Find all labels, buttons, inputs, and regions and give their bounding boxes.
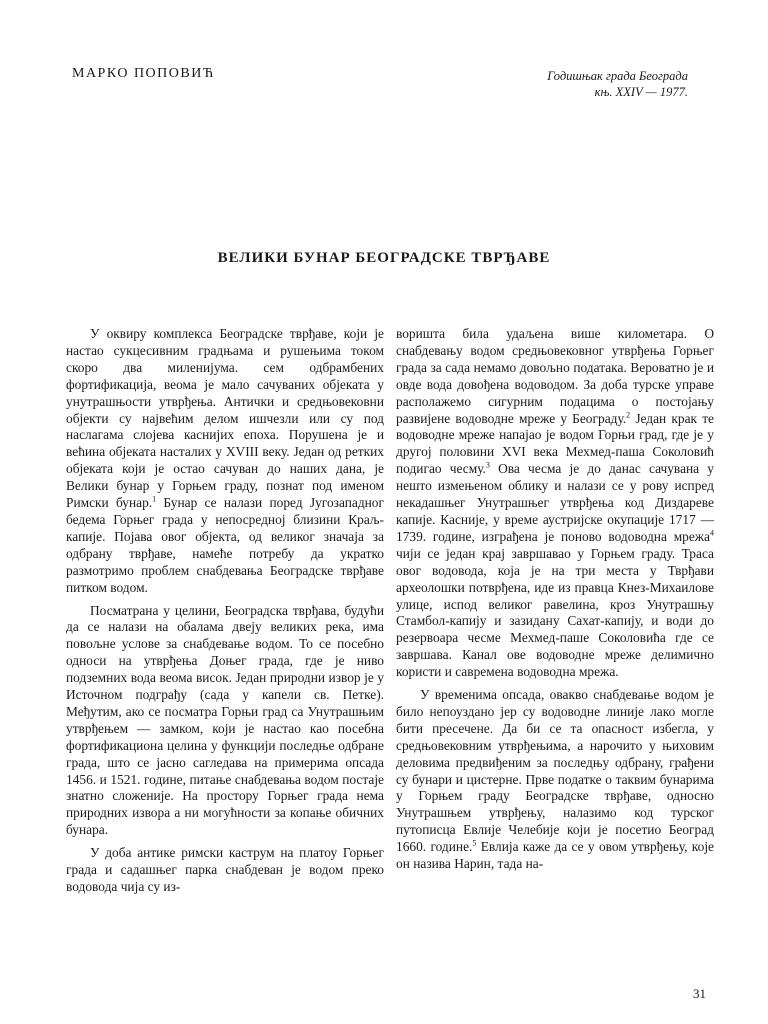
paragraph: [66, 326, 384, 597]
journal-reference: [428, 68, 688, 100]
paragraph: Посматрана у целини, Београдска тврђава, будући да се налази на обалама двеју великих река, има повољне услове за снабдевање водом. То се посебно односи на утврђења Доњег града, где је ниво подземних вода веома висок. Један природни извор је у Источном подграђу (сада у капели св. Петке). Међутим, ако се посматра Горњи град са Унутрашњим утврђењем — замком, који је настао као посебна фортификациона целина у функцији последње одбране града, што се јасно сагледава на примерима опсада 1456. и 1521. године, питање снабдевања водом постаје знатно сложеније. На простору Горњег града нема природних извора а ни могућности за копање обичних бунара.: [66, 602, 384, 838]
footnote-ref: 3: [485, 460, 490, 470]
paragraph-text: У временима опсада, овакво снабдевање водом је било непоуздано јер су водоводне линије лако могле бити пресечене. Да би се та опасност избегла, у средњовековним утврђењима, а нарочито у њиховим деловима предвиђеним за последњу одбрану, грађени су бунари и цистерне. Прве податке о таквим бунарима у Горњем граду Београдске тврђаве, односно Унутрашњем утврђењу, налазимо код турског путописца Евлије Челебије који је посетио Београд 1660. године.: [396, 687, 714, 855]
page-number: 31: [693, 986, 706, 1001]
footnote-ref: 4: [710, 528, 714, 538]
paragraph: [396, 326, 714, 681]
paragraph-text: чији се један крај завршавао у Горњем граду. Траса овог водовода, која је на три места у Тврђави археолошки потврђена, иде из правца Кнез-Михаилове улице, испод великог равелина, кроз Унутрашњу Стамбол-капију и зазидану Сахат-капију, и води до резервоара чесме Мехмед-паше Соколовића где се завршава. Канал ове водоводне мреже делимично користи и савремена водоводна мрежа.: [396, 545, 714, 680]
paragraph-text: Један крак те водоводне мреже напајао је водом Горњи град, где је у другој половини XVI века Мехмед-паша Соколовић подигао чесму.: [396, 410, 714, 477]
paragraph-text: У оквиру комплекса Београдске тврђаве, који је настао сукцесивним градњама и рушењима током скоро два миленијума. сем одбрамбених фортификација, веома је мало сачуваних објеката у унутрашњости утврђења. Антички и средњовековни објекти су највећим делом ишчезли или су под наслагама слојева каснијих епоха. Порушена је и већина објеката насталих у XVIII веку. Један од ретких објеката који је остао сачуван до наших дана, је Велики бунар у Горњем граду, познат под именом Римски бунар.: [66, 326, 384, 511]
footnote-ref: 2: [626, 410, 631, 420]
right-column: [396, 326, 714, 873]
paragraph-text: воришта била удаљена више километара. О снабдевању водом средњовековног утврђења Горњег града за сада немамо довољно података. Вероватно је и овде вода довођена водоводом. За доба турске управе располажемо сигурним подацима о постојању развијене водоводне мреже у Београду.: [396, 326, 714, 426]
footnote-ref: 5: [472, 838, 477, 848]
journal-volume: књ. XXIV — 1977.: [594, 85, 688, 99]
paragraph: У доба антике римски каструм на платоу Горњег града и садашњег парка снабдеван је водом преко водовода чија су из-: [66, 845, 384, 894]
paragraph-text: Евлија каже да се у овом утврђењу, које он назива Нарин, тада на-: [396, 839, 714, 872]
paragraph: [396, 687, 714, 873]
left-column: [66, 326, 384, 896]
journal-title: Годишњак града Београда: [547, 69, 688, 83]
article-title: ВЕЛИКИ БУНАР БЕОГРАДСКЕ ТВРЂАВЕ: [217, 250, 551, 266]
author-name: МАРКО ПОПОВИЋ: [72, 66, 215, 81]
paragraph-text: Ова чесма је до данас сачувана у нешто измењеном облику и налази се у рову испред некадашњег Унутрашњег утврђења код Диздареве капије. Касније, у време аустријске окупације 1717 —1739. године, изграђена је поново водоводна мрежа: [396, 461, 714, 544]
footnote-ref: 1: [152, 494, 157, 504]
paragraph-text: Бунар се налази поред Југозападног бедема Горњег града у непосредној близини Краљ-капије. Појава овог објекта, од великог значаја за одбрану тврђаве, намеће потребу да укратко размотримо проблем снабдевања Београдске тврђаве питком водом.: [66, 495, 384, 595]
